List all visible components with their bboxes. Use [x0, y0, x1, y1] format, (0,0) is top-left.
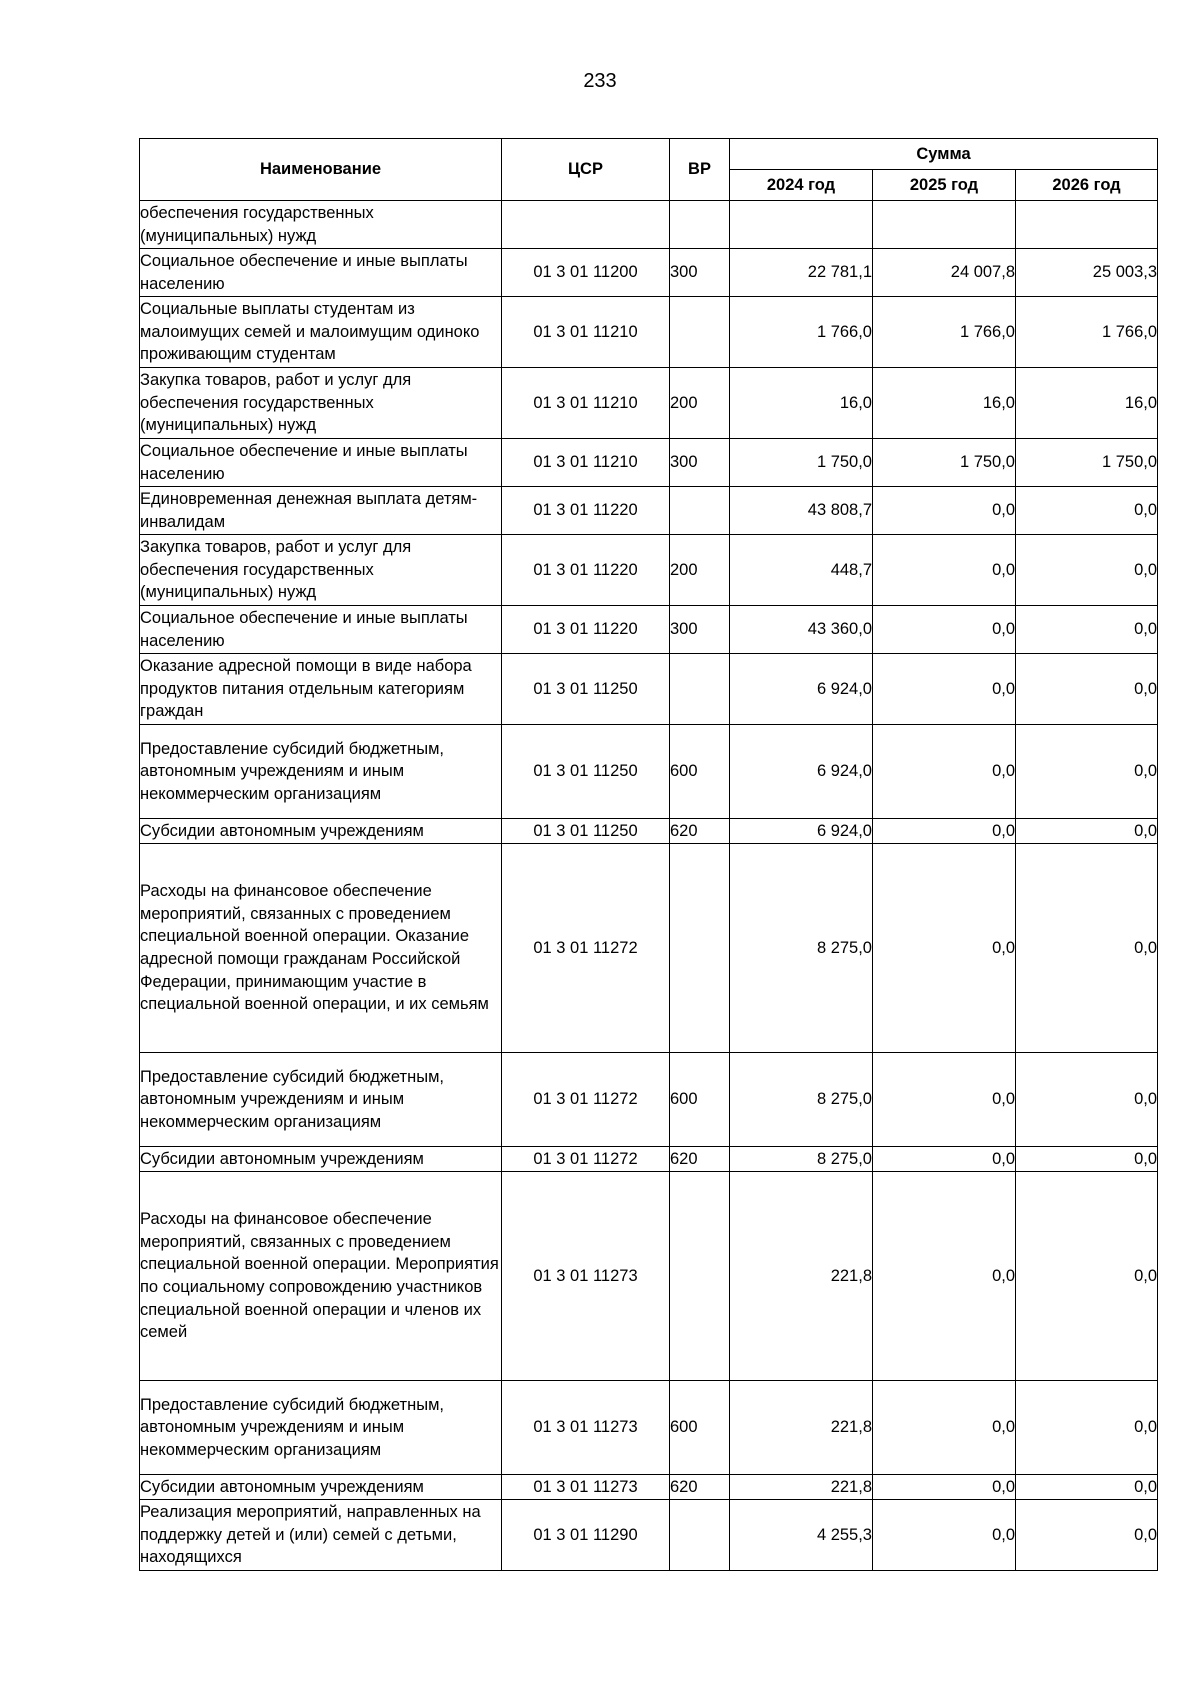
row-sum-2025-cell: 0,0 [873, 819, 1016, 844]
row-sum-2026-cell: 0,0 [1016, 487, 1158, 535]
page-number: 233 [583, 70, 617, 92]
table-row [140, 1147, 1158, 1172]
row-sum-2025-cell: 0,0 [873, 1500, 1016, 1571]
table-row [140, 1053, 1158, 1147]
row-csr-cell [502, 201, 670, 249]
row-sum-2026-cell: 0,0 [1016, 1053, 1158, 1147]
row-vr-cell: 200 [670, 368, 730, 439]
row-sum-2025-cell: 1 750,0 [873, 439, 1016, 487]
row-name-cell: Субсидии автономным учреждениям [140, 1475, 502, 1500]
row-vr-cell [670, 1172, 730, 1381]
row-csr-cell: 01 3 01 11250 [502, 654, 670, 725]
row-sum-2024-cell: 8 275,0 [730, 1053, 873, 1147]
table-row [140, 1381, 1158, 1475]
row-name-cell: Предоставление субсидий бюджетным, автономным учреждениям и иным некоммерческим организациям [140, 725, 502, 819]
header-name: Наименование [140, 139, 502, 201]
table-row [140, 819, 1158, 844]
row-csr-cell: 01 3 01 11220 [502, 606, 670, 654]
row-vr-cell: 300 [670, 249, 730, 297]
row-sum-2026-cell: 0,0 [1016, 606, 1158, 654]
row-vr-cell [670, 201, 730, 249]
row-sum-2025-cell: 0,0 [873, 606, 1016, 654]
row-name-cell: Расходы на финансовое обеспечение мероприятий, связанных с проведением специальной военной операции. Оказание адресной помощи гражданам Российской Федерации, принимающим участие в специальной военной операции, и их семьям [140, 844, 502, 1053]
row-csr-cell: 01 3 01 11273 [502, 1381, 670, 1475]
table-row [140, 487, 1158, 535]
row-name-cell: обеспечения государственных (муниципальных) нужд [140, 201, 502, 249]
row-sum-2024-cell: 6 924,0 [730, 654, 873, 725]
table-row [140, 439, 1158, 487]
row-sum-2024-cell: 8 275,0 [730, 1147, 873, 1172]
row-vr-cell: 300 [670, 439, 730, 487]
row-sum-2024-cell: 221,8 [730, 1172, 873, 1381]
row-sum-2026-cell: 0,0 [1016, 1172, 1158, 1381]
row-sum-2024-cell: 22 781,1 [730, 249, 873, 297]
row-vr-cell: 620 [670, 819, 730, 844]
table-row [140, 1172, 1158, 1381]
row-vr-cell: 600 [670, 725, 730, 819]
row-sum-2024-cell: 6 924,0 [730, 819, 873, 844]
row-sum-2026-cell: 0,0 [1016, 1500, 1158, 1571]
header-year-2024: 2024 год [730, 170, 873, 201]
row-sum-2026-cell: 0,0 [1016, 654, 1158, 725]
row-sum-2026-cell: 0,0 [1016, 1475, 1158, 1500]
row-sum-2024-cell: 6 924,0 [730, 725, 873, 819]
table-row [140, 249, 1158, 297]
row-name-cell: Субсидии автономным учреждениям [140, 819, 502, 844]
table-body [140, 201, 1158, 1571]
row-vr-cell: 200 [670, 535, 730, 606]
row-vr-cell [670, 487, 730, 535]
row-sum-2025-cell: 0,0 [873, 1172, 1016, 1381]
row-sum-2026-cell: 0,0 [1016, 1381, 1158, 1475]
row-sum-2024-cell: 221,8 [730, 1475, 873, 1500]
row-vr-cell: 300 [670, 606, 730, 654]
row-csr-cell: 01 3 01 11250 [502, 725, 670, 819]
table-row [140, 654, 1158, 725]
row-sum-2026-cell: 1 766,0 [1016, 297, 1158, 368]
row-name-cell: Субсидии автономным учреждениям [140, 1147, 502, 1172]
row-csr-cell: 01 3 01 11210 [502, 297, 670, 368]
row-csr-cell: 01 3 01 11250 [502, 819, 670, 844]
row-sum-2025-cell: 0,0 [873, 1053, 1016, 1147]
table-row [140, 725, 1158, 819]
row-name-cell: Единовременная денежная выплата детям-инвалидам [140, 487, 502, 535]
row-vr-cell: 620 [670, 1147, 730, 1172]
row-csr-cell: 01 3 01 11210 [502, 368, 670, 439]
row-name-cell: Закупка товаров, работ и услуг для обеспечения государственных (муниципальных) нужд [140, 535, 502, 606]
budget-table [139, 138, 1158, 1571]
table-row [140, 844, 1158, 1053]
row-name-cell: Оказание адресной помощи в виде набора продуктов питания отдельным категориям граждан [140, 654, 502, 725]
row-csr-cell: 01 3 01 11220 [502, 535, 670, 606]
row-name-cell: Предоставление субсидий бюджетным, автономным учреждениям и иным некоммерческим организациям [140, 1053, 502, 1147]
row-name-cell: Закупка товаров, работ и услуг для обеспечения государственных (муниципальных) нужд [140, 368, 502, 439]
row-sum-2025-cell: 0,0 [873, 1147, 1016, 1172]
row-sum-2026-cell [1016, 201, 1158, 249]
row-csr-cell: 01 3 01 11272 [502, 844, 670, 1053]
row-name-cell: Социальное обеспечение и иные выплаты населению [140, 249, 502, 297]
row-sum-2024-cell: 221,8 [730, 1381, 873, 1475]
row-csr-cell: 01 3 01 11273 [502, 1172, 670, 1381]
row-sum-2024-cell: 1 766,0 [730, 297, 873, 368]
row-vr-cell [670, 654, 730, 725]
table-row [140, 535, 1158, 606]
row-sum-2024-cell: 43 360,0 [730, 606, 873, 654]
row-sum-2025-cell: 0,0 [873, 844, 1016, 1053]
row-sum-2024-cell [730, 201, 873, 249]
table-row [140, 297, 1158, 368]
row-csr-cell: 01 3 01 11200 [502, 249, 670, 297]
table-row [140, 368, 1158, 439]
row-sum-2024-cell: 16,0 [730, 368, 873, 439]
row-csr-cell: 01 3 01 11210 [502, 439, 670, 487]
table-row [140, 1500, 1158, 1571]
row-vr-cell: 620 [670, 1475, 730, 1500]
row-name-cell: Социальные выплаты студентам из малоимущих семей и малоимущим одиноко проживающим студентам [140, 297, 502, 368]
row-name-cell: Расходы на финансовое обеспечение мероприятий, связанных с проведением специальной военной операции. Мероприятия по социальному сопровождению участников специальной военной операции и членов их семей [140, 1172, 502, 1381]
row-sum-2025-cell: 1 766,0 [873, 297, 1016, 368]
row-sum-2024-cell: 448,7 [730, 535, 873, 606]
row-name-cell: Социальное обеспечение и иные выплаты населению [140, 606, 502, 654]
row-sum-2025-cell: 0,0 [873, 1475, 1016, 1500]
row-sum-2024-cell: 43 808,7 [730, 487, 873, 535]
row-sum-2025-cell: 0,0 [873, 487, 1016, 535]
header-csr: ЦСР [502, 139, 670, 201]
row-sum-2026-cell: 0,0 [1016, 819, 1158, 844]
row-name-cell: Социальное обеспечение и иные выплаты населению [140, 439, 502, 487]
row-sum-2025-cell: 16,0 [873, 368, 1016, 439]
row-csr-cell: 01 3 01 11273 [502, 1475, 670, 1500]
row-csr-cell: 01 3 01 11290 [502, 1500, 670, 1571]
table-row [140, 606, 1158, 654]
header-year-2025: 2025 год [873, 170, 1016, 201]
row-sum-2024-cell: 8 275,0 [730, 844, 873, 1053]
row-sum-2026-cell: 0,0 [1016, 725, 1158, 819]
header-sum: Сумма [730, 139, 1158, 170]
row-sum-2026-cell: 16,0 [1016, 368, 1158, 439]
row-sum-2026-cell: 0,0 [1016, 1147, 1158, 1172]
row-vr-cell [670, 844, 730, 1053]
row-sum-2026-cell: 0,0 [1016, 535, 1158, 606]
row-sum-2025-cell: 0,0 [873, 725, 1016, 819]
row-sum-2025-cell: 0,0 [873, 535, 1016, 606]
header-vr: ВР [670, 139, 730, 201]
header-year-2026: 2026 год [1016, 170, 1158, 201]
header-row-top [140, 139, 1158, 170]
row-sum-2025-cell: 0,0 [873, 654, 1016, 725]
row-sum-2024-cell: 4 255,3 [730, 1500, 873, 1571]
row-name-cell: Предоставление субсидий бюджетным, автономным учреждениям и иным некоммерческим организациям [140, 1381, 502, 1475]
row-sum-2025-cell: 0,0 [873, 1381, 1016, 1475]
row-sum-2024-cell: 1 750,0 [730, 439, 873, 487]
row-sum-2026-cell: 25 003,3 [1016, 249, 1158, 297]
row-vr-cell: 600 [670, 1381, 730, 1475]
row-csr-cell: 01 3 01 11272 [502, 1147, 670, 1172]
row-vr-cell [670, 297, 730, 368]
row-vr-cell: 600 [670, 1053, 730, 1147]
row-csr-cell: 01 3 01 11220 [502, 487, 670, 535]
row-sum-2025-cell: 24 007,8 [873, 249, 1016, 297]
table-row [140, 1475, 1158, 1500]
row-vr-cell [670, 1500, 730, 1571]
row-name-cell: Реализация мероприятий, направленных на поддержку детей и (или) семей с детьми, находящихся [140, 1500, 502, 1571]
row-sum-2026-cell: 0,0 [1016, 844, 1158, 1053]
row-sum-2026-cell: 1 750,0 [1016, 439, 1158, 487]
table-row [140, 201, 1158, 249]
row-sum-2025-cell [873, 201, 1016, 249]
row-csr-cell: 01 3 01 11272 [502, 1053, 670, 1147]
